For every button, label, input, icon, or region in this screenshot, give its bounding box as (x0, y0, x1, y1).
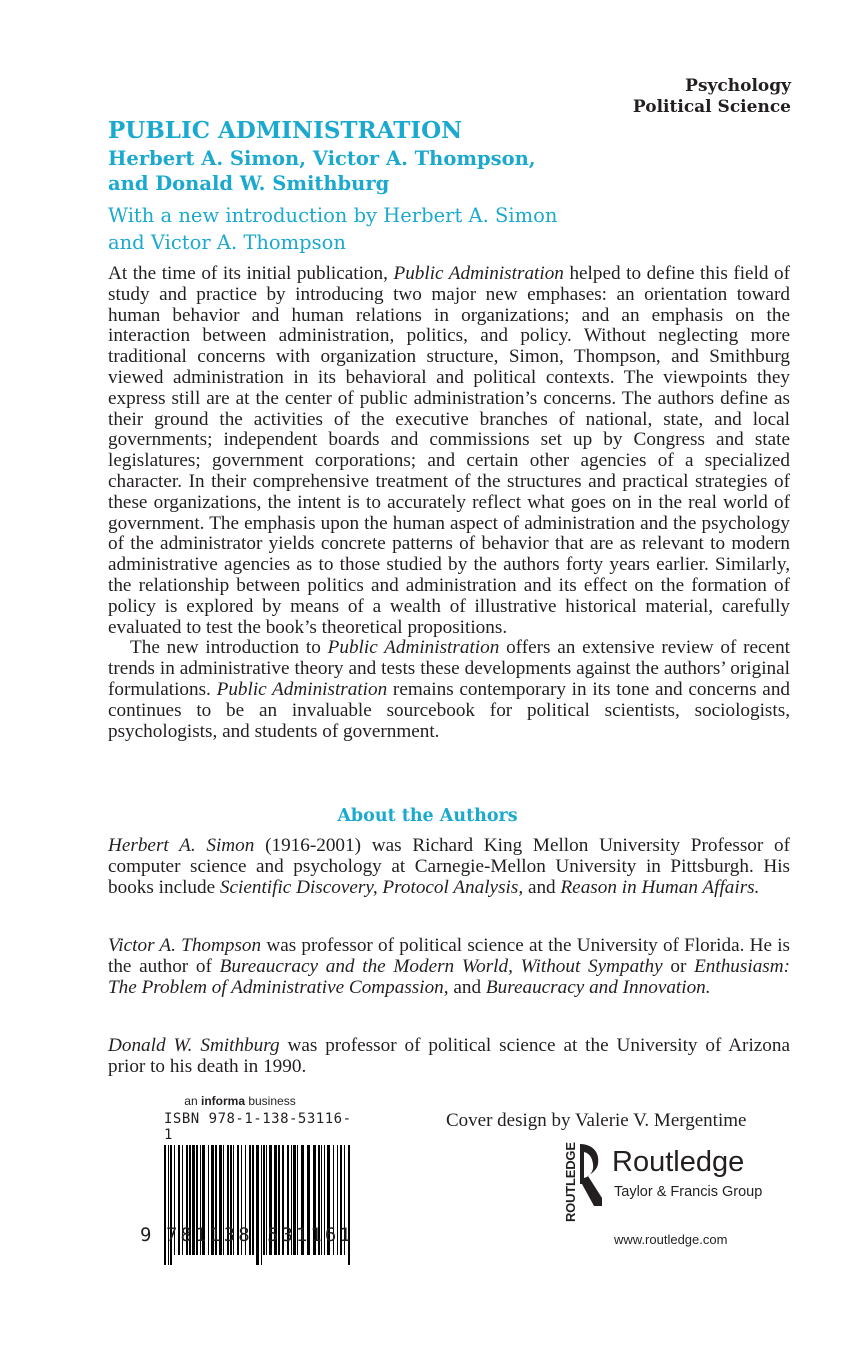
description-paragraph-2: The new introduction to Public Administration offers an extensive review of recent trends in administrative theory and tests these developments against the authors’ original formulations. Public Administration remains contemporary in its tone and concerns and continues to be an invaluable sourcebook for political scientists, sociologists, psychologists, and students of government. (108, 637, 791, 742)
book-title: PUBLIC ADMINISTRATION (108, 117, 463, 144)
ean-digits: 781138 531161 (166, 1224, 354, 1246)
barcode-bar (256, 1145, 259, 1265)
publisher-block (558, 1140, 788, 1250)
authors-line-1: Herbert A. Simon, Victor A. Thompson, (108, 147, 536, 170)
publisher-group: Taylor & Francis Group (614, 1184, 763, 1200)
informa-business-label: an informa business (184, 1094, 296, 1108)
barcode-bar (170, 1145, 172, 1265)
book-header (108, 116, 557, 256)
book-description (108, 264, 790, 742)
authors-line-2: and Donald W. Smithburg (108, 172, 390, 195)
intro-credit (108, 202, 557, 256)
publisher-website: www.routledge.com (614, 1232, 728, 1247)
category-political-science: Political Science (632, 97, 791, 117)
cover-design-credit: Cover design by Valerie V. Mergentime (446, 1110, 747, 1131)
barcode-bar (168, 1145, 169, 1265)
barcode-bar (348, 1145, 350, 1265)
intro-line-2: and Victor A. Thompson (108, 231, 346, 254)
isbn-text: ISBN 978-1-138-53116-1 (164, 1111, 352, 1143)
description-paragraph-1: At the time of its initial publication, Public Administration helped to define this field of study and practice by introducing two major new emphases: an orientation toward human behavior and human relations in organizations; and an emphasis on the interaction between administration, politics, and policy. Without neglecting more traditional concerns with organization structure, Simon, Thompson, and Smithburg viewed administration in its behavioral and political contexts. The viewpoints they express still are at the center of public administration’s concerns. The authors define as their ground the activities of the executive branches of national, state, and local governments; independent boards and commissions set up by Congress and state legislatures; government corporations; and certain other agencies of a specialized character. In their comprehensive treatment of the structures and practical strategies of these organizations, the intent is to accurately reflect what goes on in the real world of government. The emphasis upon the human aspect of administration and the psychology of the administrator yields concrete patterns of behavior that are as relevant to modern administrative agencies as to those studied by the authors forty years earlier. Similarly, the relationship between politics and administration and its effect on the formation of policy is explored by means of a wealth of illustrative historical material, carefully evaluated to test the book’s theoretical propositions. (108, 263, 790, 638)
barcode-bar (164, 1145, 166, 1265)
routledge-logo-text: ROUTLEDGE (563, 1142, 578, 1222)
publisher-name: Routledge (612, 1146, 745, 1178)
bio-smithburg: Donald W. Smithburg was professor of political science at the University of Arizona prior to his death in 1990. (108, 1035, 790, 1077)
about-authors-heading: About the Authors (337, 806, 518, 826)
barcode-block (140, 1094, 360, 1255)
intro-line-1: With a new introduction by Herbert A. Simon (108, 204, 558, 227)
bio-thompson: Victor A. Thompson was professor of political science at the University of Florida. He is the author of Bureaucracy and the Modern World, Without Sympathy or Enthusiasm: The Problem of Administrative Compassion, and Bureaucracy and Innovation. (108, 935, 791, 998)
routledge-logo-icon (558, 1140, 604, 1224)
subject-categories (633, 76, 791, 118)
ean-first-digit: 9 (140, 1224, 155, 1246)
barcode-bar (261, 1145, 262, 1265)
category-psychology: Psychology (685, 76, 791, 96)
bio-simon: Herbert A. Simon (1916-2001) was Richard King Mellon University Professor of computer science and psychology at Carnegie-Mellon University in Pittsburgh. His books include Scientific Discovery, Protocol Analysis, and Reason in Human Affairs. (108, 835, 790, 898)
